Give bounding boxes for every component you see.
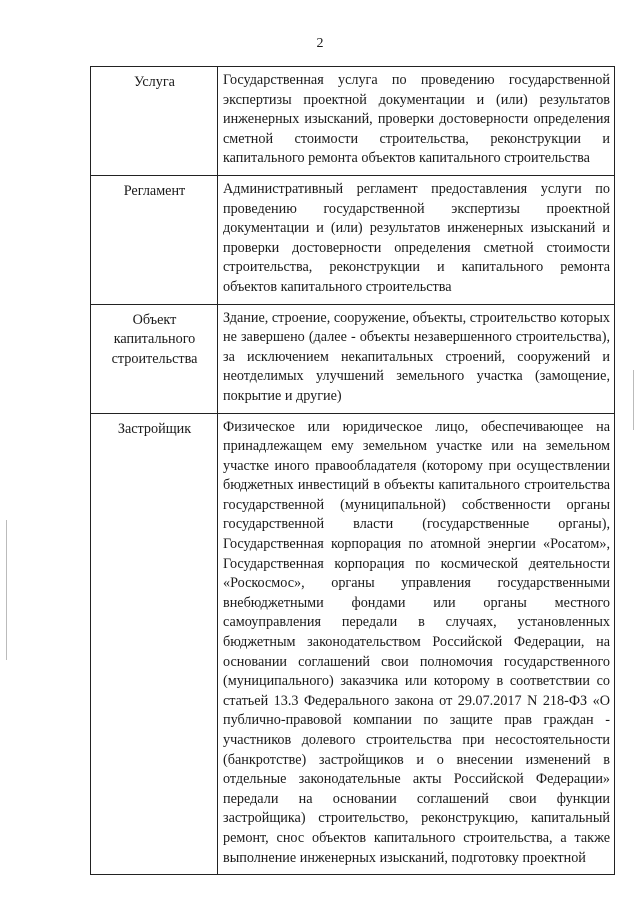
definition-cell: Административный регламент предоставления услуги по проведению государственной экспертизы проектной документации и (или) результатов инженерных изысканий и проверки достоверности определения сметной стоимости строительства, реконструкции и капитального ремонта объектов капитального строительства [218, 175, 615, 304]
definition-cell: Физическое или юридическое лицо, обеспечивающее на принадлежащем ему земельном участке или на земельном участке иного правообладателя (которому при осуществлении бюджетных инвестиций в объекты капитального строительства государственной (муниципальной) собственности органы государственной власти (государственные органы), Государственная корпорация по атомной энергии «Росатом», Государственная корпорация по космической деятельности «Роскосмос», органы управления государственными внебюджетными фондами или органы местного самоуправления передали в случаях, установленных бюджетным законодательством Российской Федерации, на основании соглашений свои полномочия государственного (муниципального) заказчика или которому в соответствии со статьей 13.3 Федерального закона от 29.07.2017 N 218-ФЗ «О публично-правовой компании по защите прав граждан - участников долевого строительства при несостоятельности (банкротстве) застройщиков и о внесении изменений в отдельные законодательные акты Российской Федерации» передали на основании соглашений свои функции застройщика) строительство, реконструкцию, капитальный ремонт, снос объектов капитального строительства, а также выполнение инженерных изысканий, подготовку проектной [218, 413, 615, 875]
page-number: 2 [316, 36, 324, 51]
table-row [91, 67, 615, 176]
term-cell: Услуга [91, 67, 218, 176]
table-row [91, 413, 615, 875]
table-row [91, 304, 615, 413]
terms-table [90, 66, 615, 875]
scan-edge-mark [633, 370, 634, 430]
term-cell: Объект капитального строительства [91, 304, 218, 413]
scan-edge-mark [6, 520, 7, 660]
definition-cell: Государственная услуга по проведению государственной экспертизы проектной документации и (или) результатов инженерных изысканий, проверки достоверности определения сметной стоимости строительства, реконструкции и капитального ремонта объектов капитального строительства [218, 67, 615, 176]
definition-cell: Здание, строение, сооружение, объекты, строительство которых не завершено (далее - объекты незавершенного строительства), за исключением некапитальных строений, сооружений и неотделимых улучшений земельного участка (замощение, покрытие и другие) [218, 304, 615, 413]
table-row [91, 175, 615, 304]
term-cell: Регламент [91, 175, 218, 304]
term-cell: Застройщик [91, 413, 218, 875]
